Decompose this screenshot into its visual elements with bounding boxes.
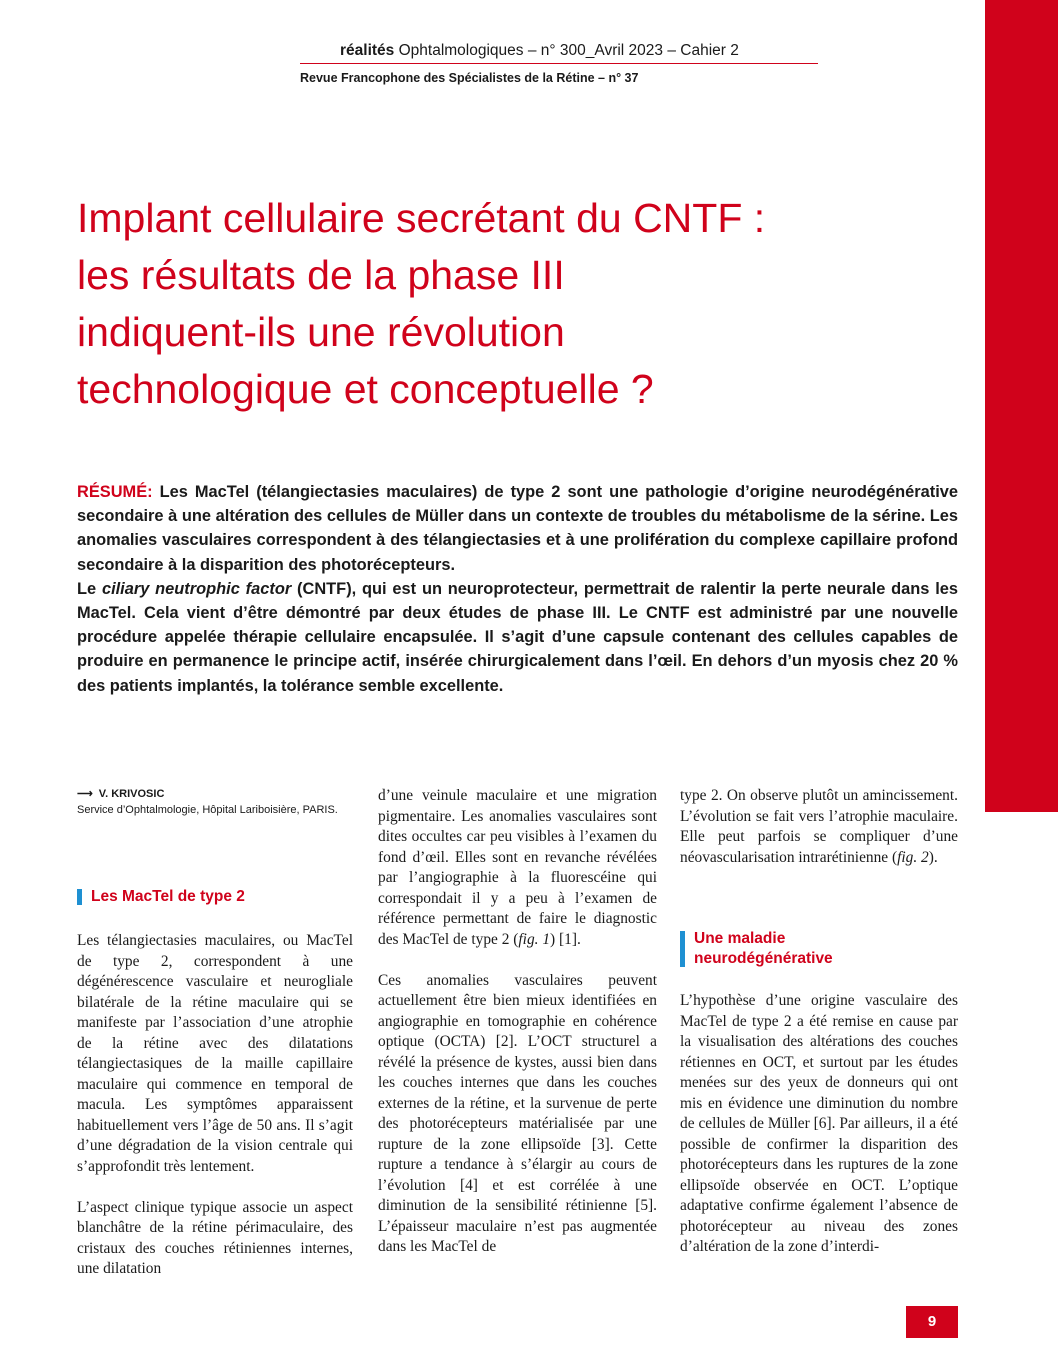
body-paragraph: L’aspect clinique typique associe un aspect blanchâtre de la rétine périmaculaire, des cristaux des couches rétiniennes internes, une dilatation — [77, 1198, 353, 1277]
journal-brand: réalités — [340, 42, 395, 59]
column-1 — [77, 931, 353, 1280]
author-name — [77, 786, 367, 802]
abstract-text: Le — [77, 579, 102, 598]
abstract-label: RÉSUMÉ: — [77, 483, 153, 501]
column-2 — [378, 786, 657, 1258]
column-3-bottom — [680, 991, 958, 1258]
body-text: ) [1]. — [550, 930, 581, 948]
title-line: les résultats de la phase III — [77, 252, 565, 298]
body-paragraph — [378, 786, 657, 950]
author-name-text: V. KRIVOSIC — [98, 788, 165, 800]
abstract — [77, 480, 958, 698]
body-paragraph: Les télangiectasies maculaires, ou MacTel de type 2, correspondent à une dégénérescence vasculaire et neurogliale bilatérale de la rétine maculaire qui se manifeste par l’association d’une atrophie de la rétine avec des dilatations télangiectasiques de la maille capillaire maculaire qui commence en temporal de macula. Les symptômes apparaissent habituellement vers l’âge de 50 ans. Il s’agit d’une dégradation de la vision centrale qui s’approfondit très lentement. — [77, 932, 353, 1175]
journal-header — [340, 41, 818, 61]
body-paragraph — [680, 786, 958, 868]
body-text: type 2. On observe plutôt un amincissement. L’évolution se fait vers l’atrophie maculaire. Elle peut parfois se compliquer d’une néovascularisation intrarétinienne ( — [680, 787, 958, 866]
abstract-paragraph — [77, 577, 958, 698]
body-paragraph: Ces anomalies vasculaires peuvent actuellement être bien mieux identifiées en angiographie en tomographie en cohérence optique (OCTA) [2]. L’OCT structurel a révélé la présence de kystes, aussi bien dans les couches internes que dans les couches externes de la rétine, et la survenue de perte des photorécepteurs matérialisée par une rupture de la zone ellipsoïde [3]. Cette rupture a tendance à s’élargir au cours de l’évolution [4] et est corrélée à une diminution de la sensibilité rétinienne [5]. L’épaisseur maculaire n’est pas augmentée dans les MacTel de — [378, 971, 657, 1255]
column-3-top — [680, 786, 958, 868]
body-text: ). — [928, 848, 938, 866]
author-affiliation: Service d’Ophtalmologie, Hôpital Lariboisière, PARIS. — [77, 804, 338, 816]
body-paragraph: L’hypothèse d’une origine vasculaire des MacTel de type 2 a été remise en cause par la visualisation des altérations des couches rétiennes en OCT, et surtout par les études menées sur des yeux de donneurs qui ont mis en évidence une diminution du nombre de cellules de Müller [6]. Par ailleurs, il a été possible de confirmer la disparition des photorécepteurs dans les ruptures de la zone ellipsoïde observée en OCT. L’optique adaptative confirme également l’absence de photorécepteur au niveau des zones d’altération de la zone d’interdi- — [680, 992, 958, 1255]
journal-subtitle: Revue Francophone des Spécialistes de la Rétine – n° 37 — [300, 71, 639, 85]
abstract-text: (CNTF), qui est un neuroprotecteur, permettrait de ralentir la perte neurale dans les MacTel. Cela vient d’être démontré par deux études de phase III. Le CNTF est administré par une nouvelle procédure appelée thérapie cellulaire encapsulée. Il s’agit d’une capsule contenant des cellules capables de produire en permanence le principe actif, insérée chirurgicalement dans l’œil. En dehors d’un myosis chez 20 % des patients implantés, la tolérance semble excellente. — [77, 579, 959, 695]
abstract-paragraph — [77, 480, 958, 577]
author-block — [77, 786, 367, 818]
title-line: indiquent-ils une révolution — [77, 309, 565, 355]
title-line: technologique et conceptuelle ? — [77, 366, 654, 412]
body-text: d’une veinule maculaire et une migration pigmentaire. Les anomalies vasculaires sont dites occultes car peu visibles à l’examen du fond d’œil. Elles sont en revanche révélées par l’angiographie à la fluorescéine qui correspondait il y a peu à l’examen de référence permettant de faire le diagnostic des MacTel de type 2 ( — [378, 787, 657, 948]
abstract-text: Les MacTel (télangiectasies maculaires) de type 2 sont une pathologie d’origine neurodégénérative secondaire à une altération des cellules de Müller dans un contexte de troubles du métabolisme de la sérine. Les anomalies vasculaires correspondent à des télangiectasies et à une prolifération du complexe capillaire profond secondaire à la disparition des photorécepteurs. — [77, 483, 958, 574]
section-heading-line: Une maladie — [694, 930, 786, 947]
header-rule — [300, 63, 818, 64]
section-heading-mactel: Les MacTel de type 2 — [77, 887, 245, 907]
arrow-icon: ⟶ — [77, 788, 93, 800]
section-heading-line: neurodégénérative — [694, 950, 833, 967]
title-line: Implant cellulaire secrétant du CNTF : — [77, 195, 766, 241]
journal-issue: Ophtalmologiques – n° 300_Avril 2023 – Cahier 2 — [394, 42, 739, 59]
figure-reference: fig. 2 — [897, 848, 929, 866]
abstract-italic: ciliary neutrophic factor — [101, 579, 292, 598]
page-number: 9 — [906, 1306, 958, 1338]
figure-reference: fig. 1 — [518, 930, 551, 948]
article-title — [77, 190, 957, 418]
section-heading-neurodegenerative — [680, 929, 833, 969]
side-color-bar — [985, 0, 1058, 812]
